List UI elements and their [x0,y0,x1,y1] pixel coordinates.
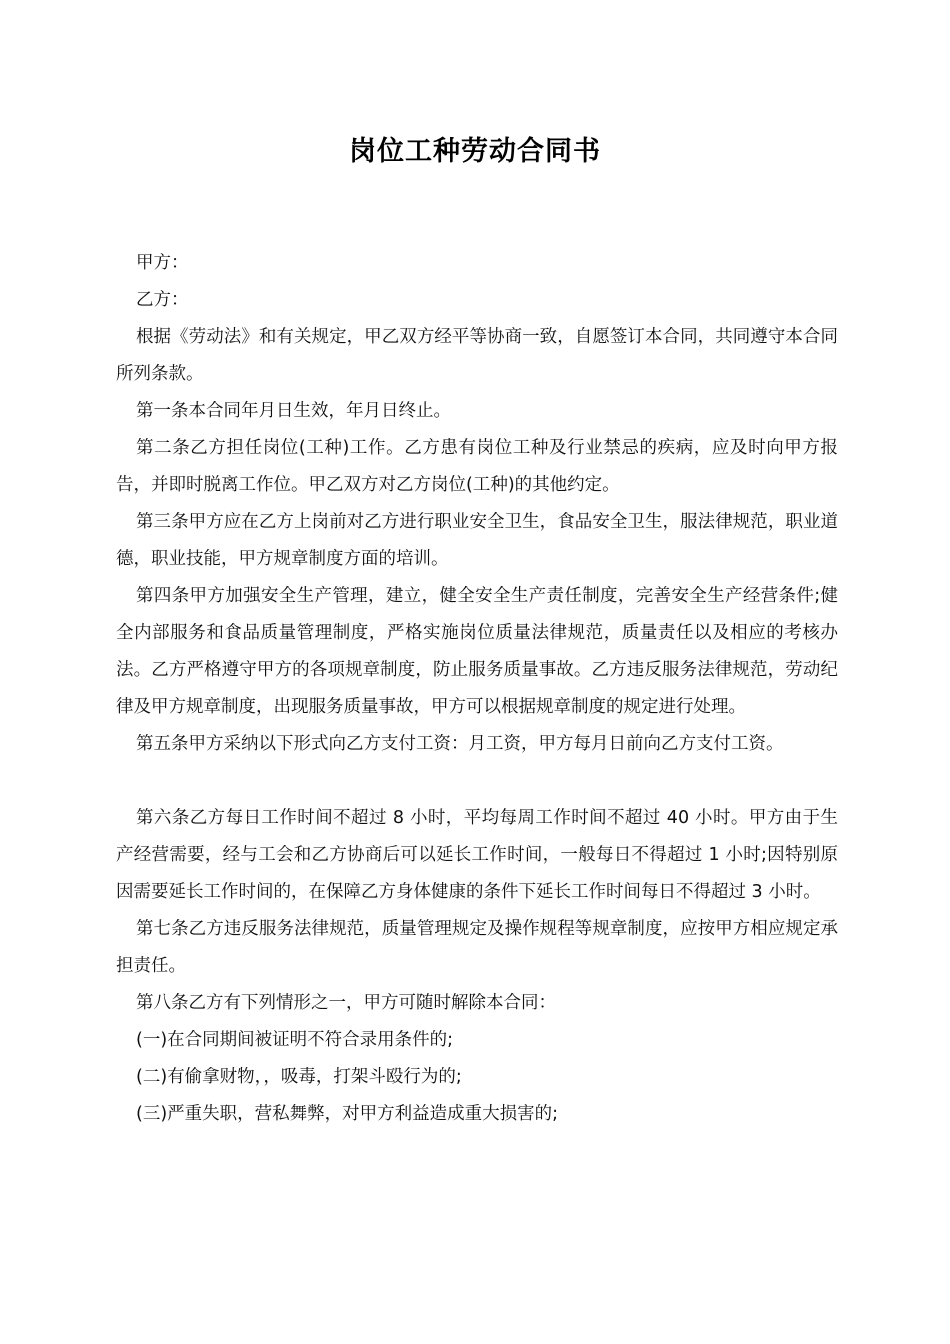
document-body [116,245,838,1133]
preamble-paragraph: 根据《劳动法》和有关规定，甲乙双方经平等协商一致，自愿签订本合同，共同遵守本合同所列条款。 [116,327,838,384]
party-b-line: 乙方： [136,290,189,310]
article-7-paragraph: 第七条乙方违反服务法律规范，质量管理规定及操作规程等规章制度，应按甲方相应规定承担责任。 [116,919,838,976]
article-6-paragraph: 第六条乙方每日工作时间不超过 8 小时，平均每周工作时间不超过 40 小时。甲方由于生产经营需要，经与工会和乙方协商后可以延长工作时间，一般每日不得超过 1 小时;因特别原因需要延长工作时间的，在保障乙方身体健康的条件下延长工作时间每日不得超过 3 小时。 [116,808,838,902]
article-8-paragraph: 第八条乙方有下列情形之一，甲方可随时解除本合同： [136,993,556,1013]
article-8-item-1: (一)在合同期间被证明不符合录用条件的; [136,1030,454,1050]
article-3-paragraph: 第三条甲方应在乙方上岗前对乙方进行职业安全卫生，食品安全卫生，服法律规范，职业道德，职业技能，甲方规章制度方面的培训。 [116,512,838,569]
document-title: 岗位工种劳动合同书 [349,136,601,167]
article-4-paragraph: 第四条甲方加强安全生产管理，建立，健全安全生产责任制度，完善安全生产经营条件;健全内部服务和食品质量管理制度，严格实施岗位质量法律规范，质量责任以及相应的考核办法。乙方严格遵守甲方的各项规章制度，防止服务质量事故。乙方违反服务法律规范，劳动纪律及甲方规章制度，出现服务质量事故，甲方可以根据规章制度的规定进行处理。 [116,586,838,717]
article-5-paragraph: 第五条甲方采纳以下形式向乙方支付工资：月工资，甲方每月日前向乙方支付工资。 [136,734,784,754]
article-8-item-3: (三)严重失职，营私舞弊，对甲方利益造成重大损害的; [136,1104,559,1124]
article-2-paragraph: 第二条乙方担任岗位(工种)工作。乙方患有岗位工种及行业禁忌的疾病，应及时向甲方报告，并即时脱离工作位。甲乙双方对乙方岗位(工种)的其他约定。 [116,438,838,495]
party-a-line: 甲方： [136,253,189,273]
article-1-paragraph: 第一条本合同年月日生效，年月日终止。 [136,401,451,421]
article-8-item-2: (二)有偷拿财物，，吸毒，打架斗殴行为的; [136,1067,462,1087]
